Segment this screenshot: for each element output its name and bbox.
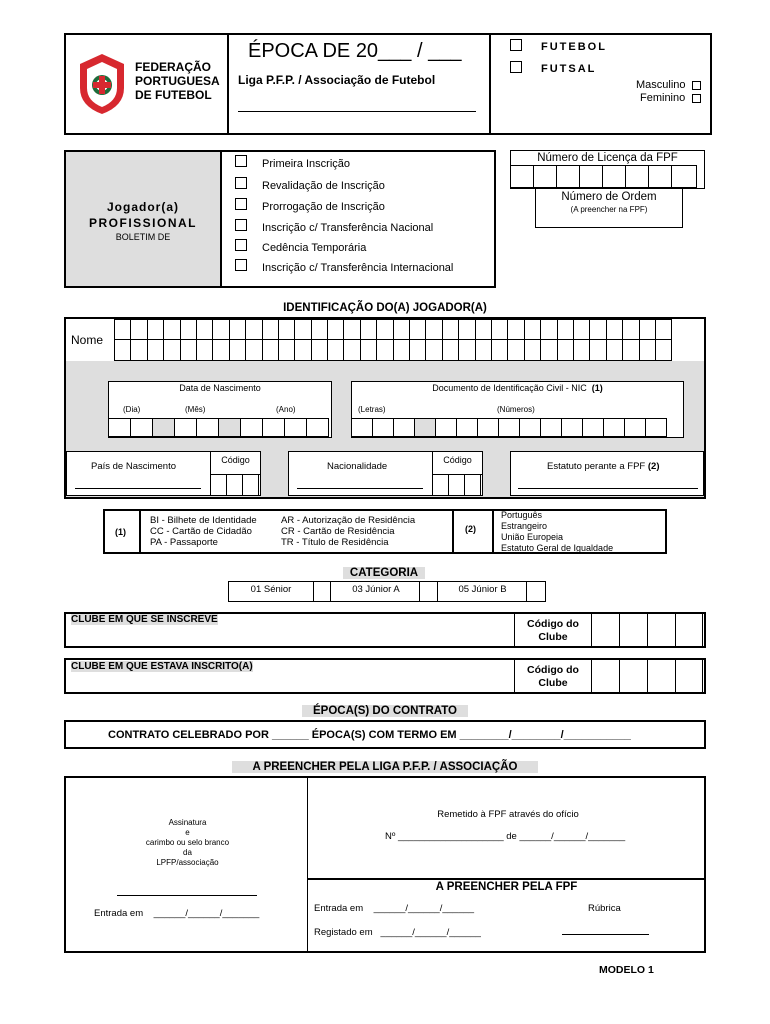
signature-line[interactable] bbox=[117, 895, 257, 896]
name-cell[interactable] bbox=[557, 339, 574, 361]
name-cell[interactable] bbox=[114, 339, 131, 361]
futebol-checkbox[interactable] bbox=[510, 39, 522, 51]
signature-line-5: LPFP/associação bbox=[156, 858, 219, 867]
legend-col1-2: CC - Cartão de Cidadão bbox=[150, 526, 252, 537]
name-cell[interactable] bbox=[655, 319, 672, 340]
name-cell[interactable] bbox=[294, 319, 311, 340]
legend-col3-2: Estrangeiro bbox=[501, 521, 548, 531]
name-cell[interactable] bbox=[212, 339, 229, 361]
name-cell[interactable] bbox=[589, 319, 606, 340]
name-cell[interactable] bbox=[163, 339, 180, 361]
logo-text-1: FEDERAÇÃO bbox=[135, 60, 212, 74]
order-label: Número de Ordem bbox=[561, 191, 657, 203]
name-cell[interactable] bbox=[475, 319, 492, 340]
league-title: A PREENCHER PELA LIGA P.F.P. / ASSOCIAÇÃO bbox=[232, 761, 538, 773]
fpf-entry[interactable]: Entrada em ______/______/______ bbox=[314, 903, 475, 914]
name-cell[interactable] bbox=[278, 339, 295, 361]
category-option-1: 01 Sénior bbox=[250, 584, 292, 595]
model-label: MODELO 1 bbox=[599, 964, 654, 976]
name-cell[interactable] bbox=[180, 339, 197, 361]
fpf-registered[interactable]: Registado em ______/______/______ bbox=[314, 927, 481, 938]
fpf-title: A PREENCHER PELA FPF bbox=[435, 881, 578, 893]
option-label-5: Cedência Temporária bbox=[262, 242, 367, 254]
club-previous-code-cells[interactable] bbox=[592, 659, 703, 693]
name-cell[interactable] bbox=[294, 339, 311, 361]
name-cell[interactable] bbox=[180, 319, 197, 340]
contract-text[interactable]: CONTRATO CELEBRADO POR ______ ÉPOCA(S) COM TERMO EM ________/________/___________ bbox=[108, 729, 631, 741]
legend-col3-3: União Europeia bbox=[501, 532, 564, 542]
option-checkbox-1[interactable] bbox=[235, 155, 247, 167]
fpf-rubric-label: Rúbrica bbox=[588, 903, 621, 914]
subtitle: Liga P.F.P. / Associação de Futebol bbox=[238, 73, 436, 87]
option-label-2: Revalidação de Inscrição bbox=[262, 180, 385, 192]
name-cell[interactable] bbox=[557, 319, 574, 340]
name-cell[interactable] bbox=[442, 339, 459, 361]
name-cell[interactable] bbox=[393, 339, 410, 361]
birth-date-label: Data de Nascimento bbox=[179, 383, 261, 393]
name-cell[interactable] bbox=[409, 319, 426, 340]
player-type-line2: PROFISSIONAL bbox=[88, 216, 197, 230]
name-cell[interactable] bbox=[327, 339, 344, 361]
name-cell[interactable] bbox=[507, 319, 524, 340]
status-ref: (2) bbox=[647, 461, 660, 472]
player-type-line1: Jogador(a) bbox=[106, 200, 179, 214]
name-cell[interactable] bbox=[573, 319, 590, 340]
id-numbers-label: (Números) bbox=[497, 405, 535, 414]
name-cell[interactable] bbox=[343, 319, 360, 340]
country-code-cells[interactable] bbox=[211, 474, 259, 496]
name-cell[interactable] bbox=[245, 339, 262, 361]
option-label-1: Primeira Inscrição bbox=[262, 158, 351, 170]
option-label-4: Inscrição c/ Transferência Nacional bbox=[262, 222, 434, 234]
option-checkbox-3[interactable] bbox=[235, 198, 247, 210]
name-cell[interactable] bbox=[458, 319, 475, 340]
name-cell[interactable] bbox=[212, 319, 229, 340]
license-cells[interactable] bbox=[511, 165, 697, 188]
id-letters-label: (Letras) bbox=[358, 405, 386, 414]
feminino-checkbox[interactable] bbox=[692, 94, 701, 103]
name-cell[interactable] bbox=[393, 319, 410, 340]
name-cell[interactable] bbox=[425, 319, 442, 340]
category-option-2: 03 Júnior A bbox=[352, 584, 400, 595]
name-cell[interactable] bbox=[196, 339, 213, 361]
name-cell[interactable] bbox=[507, 339, 524, 361]
sent-label: Remetido à FPF através do ofício bbox=[437, 809, 579, 820]
name-cell[interactable] bbox=[491, 319, 508, 340]
identification-title: IDENTIFICAÇÃO DO(A) JOGADOR(A) bbox=[283, 302, 487, 314]
legend-col2-1: AR - Autorização de Residência bbox=[281, 515, 416, 526]
club-previous-code-line1: Código do bbox=[527, 664, 579, 676]
id-doc-label bbox=[351, 383, 684, 393]
name-cell[interactable] bbox=[360, 339, 377, 361]
license-label: Número de Licença da FPF bbox=[537, 152, 678, 164]
name-cell[interactable] bbox=[573, 339, 590, 361]
name-cell[interactable] bbox=[196, 319, 213, 340]
name-cell[interactable] bbox=[540, 319, 557, 340]
name-cell[interactable] bbox=[409, 339, 426, 361]
sent-number[interactable]: Nº ____________________ de ______/______/_______ bbox=[385, 831, 626, 842]
club-register-code-cells[interactable] bbox=[592, 613, 703, 647]
name-cell[interactable] bbox=[327, 319, 344, 340]
option-label-6: Inscrição c/ Transferência Internacional bbox=[262, 262, 454, 274]
name-cell[interactable] bbox=[622, 319, 639, 340]
name-cell[interactable] bbox=[622, 339, 639, 361]
birth-date-cells[interactable] bbox=[109, 418, 329, 437]
name-cell[interactable] bbox=[524, 339, 541, 361]
contract-title: ÉPOCA(S) DO CONTRATO bbox=[302, 705, 468, 717]
club-register-code-line2: Clube bbox=[538, 631, 568, 643]
legend-col1-3: PA - Passaporte bbox=[150, 537, 218, 548]
legend-col1-1: BI - Bilhete de Identidade bbox=[150, 515, 257, 526]
name-cell[interactable] bbox=[639, 339, 656, 361]
name-cell[interactable] bbox=[639, 319, 656, 340]
birth-day-label: (Dia) bbox=[123, 405, 141, 414]
birth-month-label: (Mês) bbox=[185, 405, 206, 414]
legend-col2-2: CR - Cartão de Residência bbox=[281, 526, 395, 537]
name-cell[interactable] bbox=[606, 319, 623, 340]
option-checkbox-4[interactable] bbox=[235, 219, 247, 231]
fpf-rubric-line[interactable] bbox=[562, 934, 649, 935]
club-register-label[interactable]: CLUBE EM QUE SE INSCREVE bbox=[71, 614, 218, 625]
birth-year-label: (Ano) bbox=[276, 405, 296, 414]
category-checkbox-1[interactable] bbox=[314, 582, 331, 601]
name-cell[interactable] bbox=[229, 339, 246, 361]
status-box bbox=[510, 451, 704, 496]
fpf-logo-icon bbox=[74, 52, 130, 116]
name-cell[interactable] bbox=[343, 339, 360, 361]
nationality-code-label: Código bbox=[443, 455, 472, 465]
id-doc-ref: (1) bbox=[591, 383, 603, 393]
category-checkbox-2[interactable] bbox=[420, 582, 438, 601]
name-cell[interactable] bbox=[655, 339, 672, 361]
club-previous-label[interactable]: CLUBE EM QUE ESTAVA INSCRITO(A) bbox=[71, 661, 253, 672]
name-cell[interactable] bbox=[425, 339, 442, 361]
name-cell[interactable] bbox=[376, 339, 393, 361]
club-previous-code-line2: Clube bbox=[538, 677, 568, 689]
option-checkbox-5[interactable] bbox=[235, 239, 247, 251]
masculino-checkbox[interactable] bbox=[692, 81, 701, 90]
option-checkbox-2[interactable] bbox=[235, 177, 247, 189]
nationality-code-cells[interactable] bbox=[433, 474, 481, 496]
masculino-label: Masculino bbox=[636, 79, 686, 91]
signature-line-2: e bbox=[185, 828, 190, 837]
futsal-checkbox[interactable] bbox=[510, 61, 522, 73]
name-cell[interactable] bbox=[311, 319, 328, 340]
category-option-3: 05 Júnior B bbox=[458, 584, 507, 595]
name-cell[interactable] bbox=[589, 339, 606, 361]
name-cell[interactable] bbox=[311, 339, 328, 361]
name-cell[interactable] bbox=[130, 339, 147, 361]
option-checkbox-6[interactable] bbox=[235, 259, 247, 271]
name-cell[interactable] bbox=[262, 339, 279, 361]
name-cell[interactable] bbox=[147, 339, 164, 361]
futebol-label: FUTEBOL bbox=[541, 41, 607, 53]
category-checkbox-3[interactable] bbox=[527, 582, 544, 601]
name-cells-row2[interactable] bbox=[115, 339, 672, 361]
name-cell[interactable] bbox=[163, 319, 180, 340]
name-cell[interactable] bbox=[524, 319, 541, 340]
legend-ref2: (2) bbox=[465, 524, 476, 534]
id-doc-label-text: Documento de Identificação Civil - NIC bbox=[432, 383, 587, 393]
name-cell[interactable] bbox=[147, 319, 164, 340]
category-title: CATEGORIA bbox=[343, 567, 425, 579]
legend-col3-4: Estatuto Geral de Igualdade bbox=[501, 543, 614, 553]
nationality-label: Nacionalidade bbox=[327, 461, 388, 472]
epoca-title: ÉPOCA DE 20___ / ___ bbox=[248, 40, 462, 62]
signature-line-1: Assinatura bbox=[168, 818, 207, 827]
logo-text-2: PORTUGUESA bbox=[135, 74, 220, 88]
status-label-text: Estatuto perante a FPF bbox=[547, 461, 646, 472]
status-label bbox=[547, 461, 660, 472]
name-cell[interactable] bbox=[458, 339, 475, 361]
country-label: País de Nascimento bbox=[91, 461, 177, 472]
legend-col2-3: TR - Título de Residência bbox=[281, 537, 389, 548]
name-cell[interactable] bbox=[442, 319, 459, 340]
name-cell[interactable] bbox=[262, 319, 279, 340]
logo-text-3: DE FUTEBOL bbox=[135, 88, 212, 102]
country-code-label: Código bbox=[221, 455, 250, 465]
name-cell[interactable] bbox=[376, 319, 393, 340]
player-type-line3: BOLETIM DE bbox=[115, 232, 171, 242]
name-cell[interactable] bbox=[475, 339, 492, 361]
name-cell[interactable] bbox=[130, 319, 147, 340]
name-cell[interactable] bbox=[540, 339, 557, 361]
signature-line-3: carimbo ou selo branco bbox=[145, 838, 230, 847]
signature-line-4: da bbox=[183, 848, 192, 857]
name-cell[interactable] bbox=[278, 319, 295, 340]
option-label-3: Prorrogação de Inscrição bbox=[262, 201, 385, 213]
name-cell[interactable] bbox=[606, 339, 623, 361]
futsal-label: FUTSAL bbox=[541, 63, 597, 75]
name-cell[interactable] bbox=[245, 319, 262, 340]
name-cells-row1[interactable] bbox=[115, 319, 672, 340]
legend-ref1: (1) bbox=[115, 527, 126, 537]
id-doc-cells[interactable] bbox=[352, 418, 667, 437]
name-cell[interactable] bbox=[114, 319, 131, 340]
league-entry[interactable]: Entrada em ______/______/_______ bbox=[94, 908, 260, 919]
legend-col3-1: Português bbox=[501, 510, 543, 520]
club-register-code-line1: Código do bbox=[527, 618, 579, 630]
name-cell[interactable] bbox=[491, 339, 508, 361]
order-note: (A preencher na FPF) bbox=[570, 205, 648, 214]
name-cell[interactable] bbox=[229, 319, 246, 340]
name-cell[interactable] bbox=[360, 319, 377, 340]
name-label: Nome bbox=[71, 333, 104, 347]
feminino-label: Feminino bbox=[640, 92, 686, 104]
